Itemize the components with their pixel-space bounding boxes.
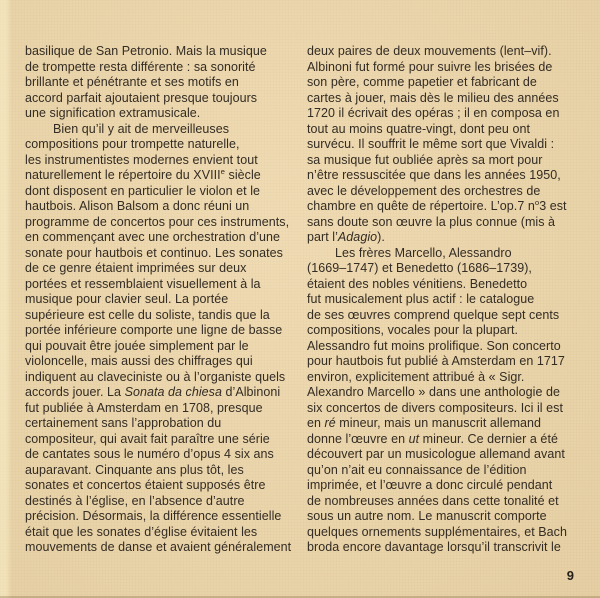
text-segment: naturellement le répertoire du XVIII (25, 168, 221, 182)
text-segment: de trompette resta différente : sa sonorité (25, 59, 256, 74)
text-line (307, 215, 583, 231)
text-segment: six concertos de divers compositeurs. Ici il est (307, 400, 563, 415)
text-line (25, 463, 301, 479)
text-line (25, 122, 301, 138)
text-segment: destinés à l’église, en l’absence d’autre (25, 493, 245, 508)
text-segment: 3 est (539, 199, 567, 213)
text-segment: sa musique fut oubliée après sa mort pour (307, 152, 543, 167)
text-segment: auparavant. Cinquante ans plus tôt, les (25, 462, 244, 477)
text-line (307, 75, 583, 91)
text-line (25, 91, 301, 107)
italic-text: Adagio (337, 230, 378, 244)
text-segment: Les frères Marcello, Alessandro (335, 245, 512, 260)
text-line (307, 385, 583, 401)
text-segment: compositeur, qui avait fait paraître une série (25, 431, 270, 446)
text-line (307, 277, 583, 293)
text-segment: imprimée, et l’œuvre a donc circulé pendant (307, 478, 553, 492)
text-segment: précision. Désormais, la différence essentielle (25, 509, 282, 523)
text-line (25, 339, 301, 355)
text-segment: sous un autre nom. Le manuscrit comporte (307, 509, 547, 523)
text-line (307, 447, 583, 463)
text-line (307, 478, 583, 494)
text-segment: d’Albinoni (221, 385, 281, 399)
superscript-text: o (534, 197, 540, 207)
text-segment: étaient des nobles vénitiens. Benedetto (307, 276, 528, 291)
text-segment: (1669–1747) et Benedetto (1686–1739), (307, 261, 532, 275)
text-segment: survécu. Il souffrit le même sort que Vivaldi : (307, 137, 555, 151)
text-segment: environ, explicitement attribué à « Sigr. (307, 369, 525, 384)
text-segment: supérieure est celle du soliste, tandis que la (25, 307, 270, 322)
text-segment: musique pour clavier seul. La portée (25, 292, 229, 306)
text-segment: de ce genre étaient imprimées sur deux (25, 261, 247, 275)
text-segment: Alessandro fut moins prolifique. Son concerto (307, 338, 561, 353)
text-line (25, 153, 301, 169)
text-line (307, 401, 583, 417)
text-segment: découvert par un musicologue allemand avant (307, 447, 565, 461)
text-segment: tout au moins quatre-vingt, dont peu ont (307, 121, 530, 136)
text-line (25, 184, 301, 200)
text-line (25, 106, 301, 122)
text-line (307, 323, 583, 339)
text-line (25, 44, 301, 60)
text-line (25, 75, 301, 91)
text-line (25, 308, 301, 324)
text-line (25, 385, 301, 401)
text-line (25, 323, 301, 339)
text-segment: portées et ressemblaient visuellement à la (25, 276, 261, 291)
text-segment: violoncelle, mais aussi des chiffrages qui (25, 354, 253, 368)
text-segment: sonate pour hautbois et continuo. Les sonates (25, 245, 283, 260)
text-line (25, 261, 301, 277)
text-line (25, 432, 301, 448)
text-line (25, 354, 301, 370)
text-line (307, 525, 583, 541)
text-line (307, 494, 583, 510)
text-segment: qui pouvait être jouée simplement par le (25, 338, 249, 353)
text-line (307, 308, 583, 324)
text-segment: compositions, vocales pour la plupart. (307, 323, 519, 337)
text-line (25, 199, 301, 215)
italic-text: Sonata da chiesa (124, 385, 222, 399)
text-line (307, 261, 583, 277)
text-segment: une signification extramusicale. (25, 106, 201, 120)
text-line (307, 432, 583, 448)
text-segment: en commençant avec une orchestration d’une (25, 230, 281, 244)
text-segment: ). (377, 230, 385, 244)
text-segment: fut publiée à Amsterdam en 1708, presque (25, 400, 263, 415)
text-segment: programme de concertos pour ces instruments, (25, 214, 290, 229)
text-line (307, 44, 583, 60)
text-line (25, 416, 301, 432)
text-line (307, 230, 583, 246)
text-line (25, 292, 301, 308)
text-line (25, 401, 301, 417)
text-line (25, 447, 301, 463)
text-segment: était que les sonates d’église évitaient les (25, 524, 258, 539)
text-line (25, 168, 301, 184)
text-line (25, 215, 301, 231)
text-segment: Albinoni fut formé pour suivre les brisées de (307, 59, 553, 74)
text-segment: brillante et pénétrante et ses motifs en (25, 75, 239, 89)
text-column-left (25, 44, 301, 556)
text-segment: les instrumentistes modernes envient tout (25, 152, 258, 167)
text-line (307, 60, 583, 76)
page-number: 9 (566, 568, 574, 583)
text-segment: part l’ (307, 230, 338, 244)
text-segment: pour hautbois fut publié à Amsterdam en 1717 (307, 354, 565, 368)
text-segment: quelques ornements supplémentaires, et Bach (307, 524, 567, 539)
text-segment: dont disposent en particulier le violon et le (25, 183, 261, 198)
text-line (25, 370, 301, 386)
text-segment: en (307, 416, 325, 430)
text-segment: Alexandro Marcello » dans une anthologie de (307, 385, 561, 399)
text-segment: hautbois. Alison Balsom a donc réuni un (25, 199, 250, 213)
text-line (307, 540, 583, 556)
text-segment: sans doute son œuvre la plus connue (mis à (307, 214, 556, 229)
text-segment: portée inférieure comporte une ligne de basse (25, 323, 283, 337)
text-line (307, 91, 583, 107)
text-column-right (307, 44, 583, 556)
text-line (307, 354, 583, 370)
text-segment: chambre en quête de répertoire. L’op.7 n (307, 199, 535, 213)
text-line (25, 277, 301, 293)
text-segment: compositions pour trompette naturelle, (25, 137, 240, 151)
superscript-text: e (220, 166, 226, 176)
text-line (25, 137, 301, 153)
text-segment: mineur, mais un manuscrit allemand (335, 416, 542, 430)
text-line (307, 199, 583, 215)
text-line (307, 416, 583, 432)
text-line (307, 509, 583, 525)
text-line (307, 122, 583, 138)
text-segment: son père, comme papetier et fabricant de (307, 75, 537, 89)
text-segment: broda encore davantage lorsqu’il transcrivit le (307, 540, 561, 554)
text-line (25, 60, 301, 76)
italic-text: ut (408, 431, 420, 446)
text-segment: deux paires de deux mouvements (lent–vif). (307, 44, 552, 58)
text-line (307, 153, 583, 169)
text-line (307, 339, 583, 355)
text-line (307, 246, 583, 262)
text-line (25, 230, 301, 246)
text-line (25, 509, 301, 525)
text-segment: sonates et concertos étaient supposés être (25, 478, 266, 492)
text-line (307, 106, 583, 122)
text-segment: de cantates sous le numéro d’opus 4 six ans (25, 447, 274, 461)
text-line (25, 478, 301, 494)
text-segment: fut musicalement plus actif : le catalogue (307, 292, 535, 306)
text-segment: de ses œuvres comprend quelque sept cents (307, 307, 560, 322)
text-segment: certainement sans l’approbation du (25, 416, 222, 430)
text-segment: donne l’œuvre en (307, 431, 409, 446)
italic-text: ré (324, 416, 336, 430)
text-segment: Bien qu’il y ait de merveilleuses (53, 121, 230, 136)
text-segment: cartes à jouer, mais dès le milieu des années (307, 90, 559, 105)
text-segment: siècle (225, 168, 261, 182)
text-segment: mineur. Ce dernier a été (419, 431, 558, 446)
text-line (307, 168, 583, 184)
text-segment: basilique de San Petronio. Mais la musique (25, 44, 267, 58)
text-segment: de nombreuses années dans cette tonalité et (307, 493, 559, 508)
text-segment: indiquent au claveciniste ou à l’organiste quels (25, 369, 286, 384)
text-line (307, 184, 583, 200)
text-line (25, 525, 301, 541)
text-line (25, 494, 301, 510)
text-segment: accord parfait ajoutaient presque toujours (25, 90, 258, 105)
text-segment: mouvements de danse et avaient généralement (25, 540, 292, 554)
text-line (307, 292, 583, 308)
text-segment: n’être ressuscitée que dans les années 1950, (307, 168, 561, 182)
text-line (307, 463, 583, 479)
text-line (307, 370, 583, 386)
text-segment: 1720 il écrivait des opéras ; il en composa en (307, 106, 560, 120)
text-segment: qu’on n’ait eu connaissance de l’édition (307, 462, 527, 477)
text-line (25, 246, 301, 262)
text-line (307, 137, 583, 153)
text-line (25, 540, 301, 556)
text-segment: accords jouer. La (25, 385, 125, 399)
text-segment: avec le développement des orchestres de (307, 183, 541, 198)
